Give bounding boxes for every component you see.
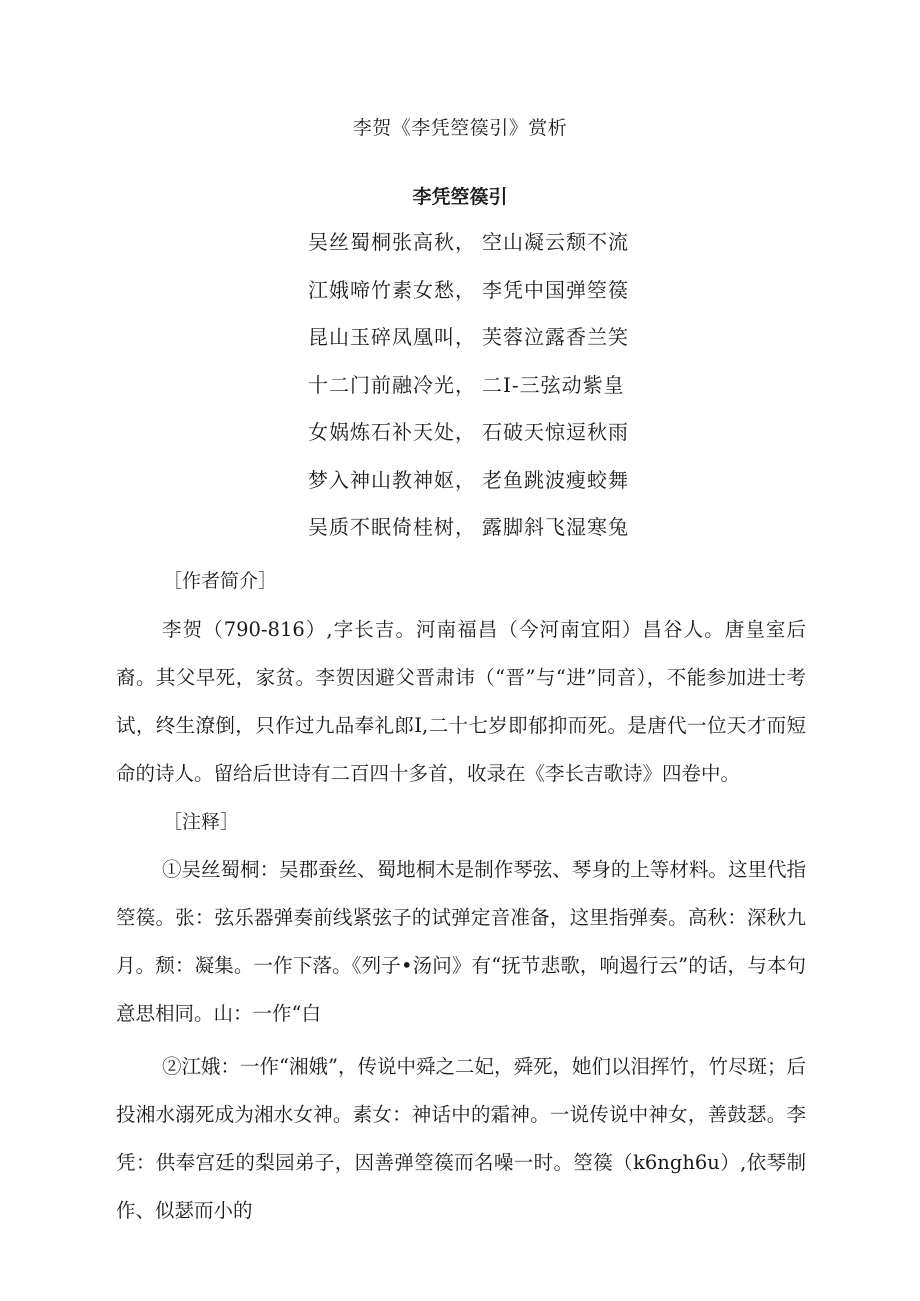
poem-line-first: 昆山玉碎凤凰叫， [308,325,476,349]
poem-couplet [308,511,668,559]
poem-body [308,226,668,559]
poem-line-first: 吴质不眠倚桂树， [308,515,476,539]
poem-couplet [308,464,668,512]
note-item-1: ①吴丝蜀桐：吴郡蚕丝、蜀地桐木是制作琴弦、琴身的上等材料。这里代指箜篌。张：弦乐器弹奏前线紧弦子的试弹定音准备，这里指弹奏。高秋：深秋九月。颓：凝集。一作下落。《列子•汤问》有“抚节悲歌，响遏行云”的话，与本句意思相同。山：一作“白 [116,858,806,1025]
poem-couplet [308,226,668,274]
note-item-2: ②江娥：一作“湘娥”，传说中舜之二妃，舜死，她们以泪挥竹，竹尽斑；后投湘水溺死成为湘水女神。素女：神话中的霜神。一说传说中神女，善鼓瑟。李凭：供奉宫廷的梨园弟子，因善弹箜篌而名噪一时。箜篌（k6ngh6u）,依琴制作、似瑟而小的 [116,1055,806,1222]
poem-line-second: 空山凝云颓不流 [482,230,629,254]
poem-couplet [308,274,668,322]
poem-line-first: 吴丝蜀桐张高秋， [308,230,476,254]
poem-couplet [308,321,668,369]
document-title: 李贺《李凭箜篌引》赏析 [352,117,568,139]
poem-line-second: 芙蓉泣露香兰笑 [482,325,629,349]
poem-line-first: 十二门前融冷光， [308,372,476,397]
poem-couplet [308,369,668,417]
poem-line-second: 露脚斜飞湿寒兔 [482,515,629,539]
poem-title: 李凭箜篌引 [412,186,508,208]
poem-line-first: 梦入神山教神妪， [308,467,476,492]
poem-line-second: 李凭中国弹箜篌 [482,277,629,302]
poem-line-second: 老鱼跳波瘦蛟舞 [482,467,629,492]
poem-couplet [308,416,668,464]
poem-line-second: 二Ⅰ-三弦动紫皇 [482,372,625,397]
author-heading: ［作者简介］ [163,570,278,592]
poem-line-second: 石破天惊逗秋雨 [482,420,629,444]
author-paragraph: 李贺（790-816）,字长吉。河南福昌（今河南宜阳）昌谷人。唐皇室后裔。其父早死，家贫。李贺因避父晋肃讳（“晋”与“进”同音），不能参加进士考试，终生潦倒，只作过九品奉礼郎I,二十七岁即郁抑而死。是唐代一位天才而短命的诗人。留给后世诗有二百四十多首，收录在《李长吉歌诗》四卷中。 [116,618,806,785]
poem-line-first: 女娲炼石补天处， [308,420,476,444]
poem-line-first: 江娥啼竹素女愁， [308,277,476,302]
notes-heading: ［注释］ [163,811,240,833]
